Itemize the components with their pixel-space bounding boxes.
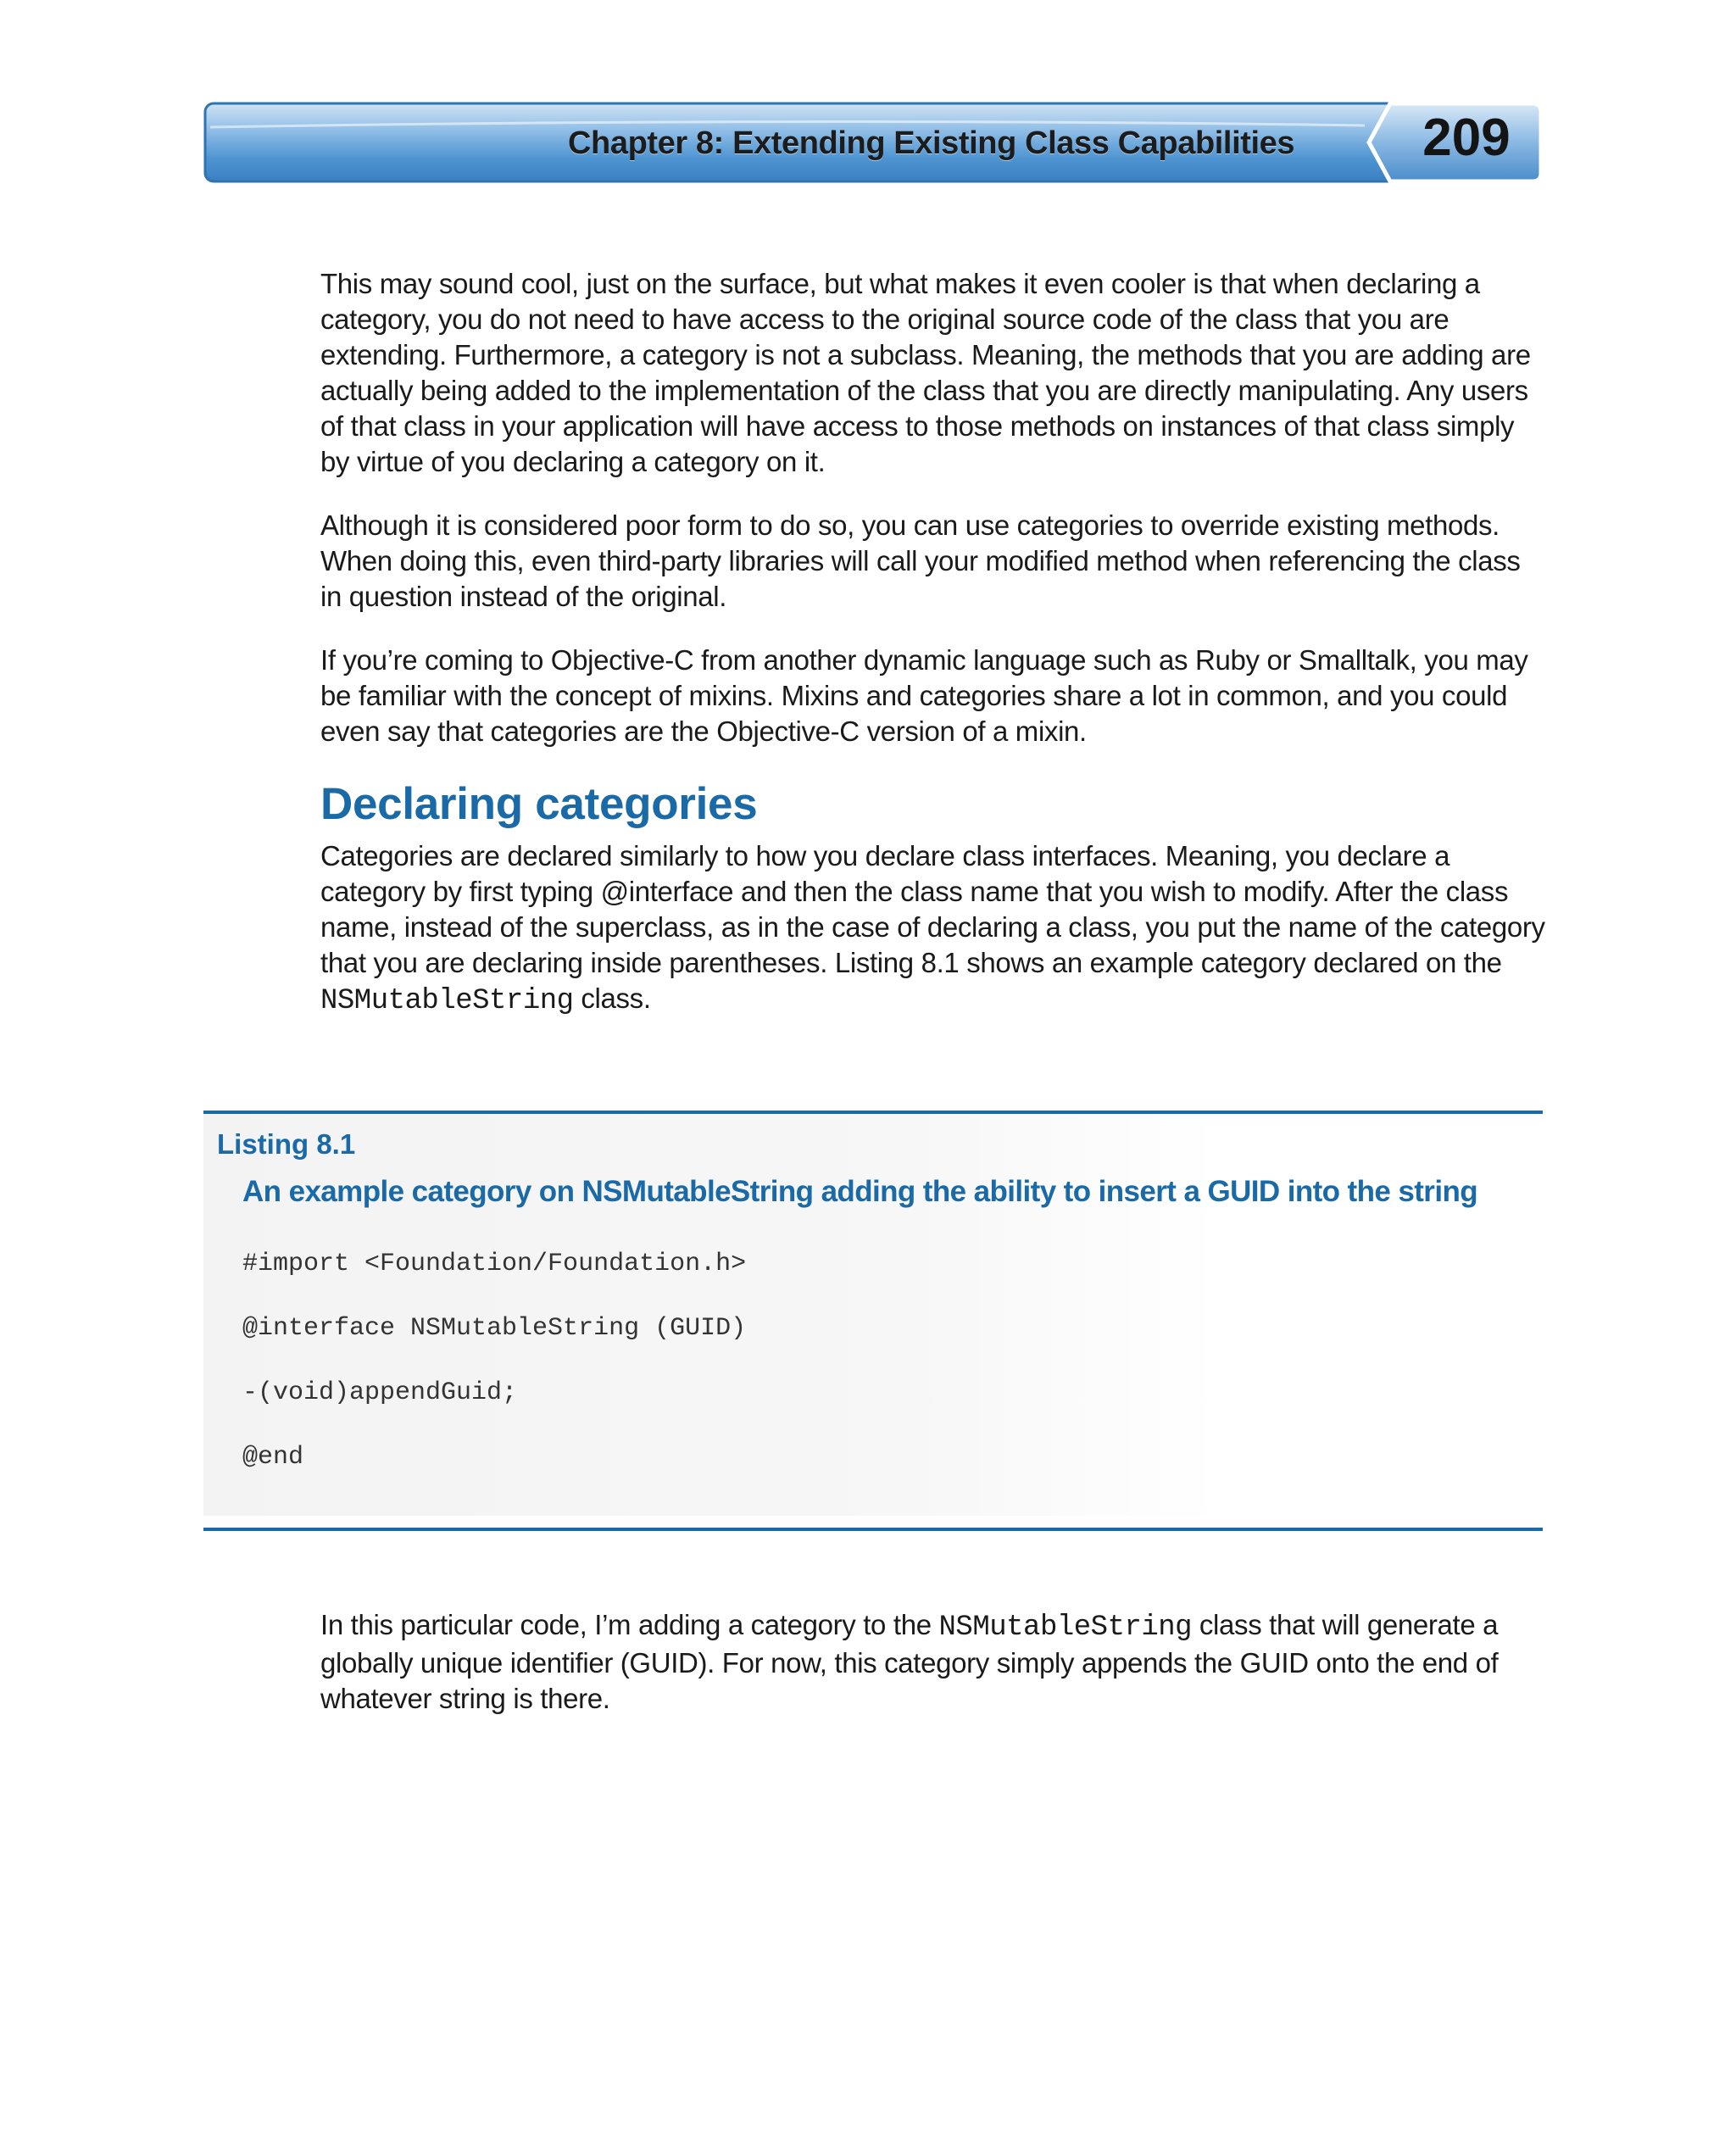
code-listing	[203, 1111, 1543, 1531]
paragraph-3: If you’re coming to Objective-C from another dynamic language such as Ruby or Smalltalk, you may be familiar with the concept of mixins. Mixins and categories share a lot in common, and you could even say that categories are the Objective-C version of a mixin.	[320, 644, 1528, 747]
code-line: -(void)appendGuid;	[242, 1378, 518, 1407]
code-line: @end	[242, 1443, 304, 1472]
inline-code-nsmutablestring: NSMutableString	[320, 985, 574, 1017]
paragraph-4	[320, 838, 1546, 1019]
main-text-column	[320, 266, 1546, 1047]
inline-code-nsmutablestring-2: NSMutableString	[938, 1612, 1193, 1644]
paragraph-5-start: In this particular code, I’m adding a category to the	[320, 1609, 932, 1640]
paragraph-5-end: class that will generate a globally unique identifier (GUID). For now, this category simply appends the GUID onto the end of whatever string is there.	[320, 1609, 1499, 1714]
closing-text	[320, 1607, 1546, 1745]
listing-label: Listing 8.1	[217, 1128, 356, 1160]
chapter-title: Chapter 8: Extending Existing Class Capabilities	[568, 125, 1295, 161]
chapter-header-banner	[203, 102, 1543, 183]
paragraph-4-end: class.	[573, 983, 651, 1014]
listing-bottom-rule	[203, 1528, 1543, 1531]
page-number: 209	[1422, 109, 1511, 167]
section-heading: Declaring categories	[320, 779, 758, 829]
listing-top-rule	[203, 1111, 1543, 1114]
paragraph-4-text: Categories are declared similarly to how you declare class interfaces. Meaning, you declare a category by first typing @interface and then the class name that you wish to modify. After the class name, instead of the superclass, as in the case of declaring a class, you put the name of the category that you are declaring inside parentheses. Listing 8.1 shows an example category declared on the	[320, 840, 1545, 978]
code-line: @interface NSMutableString (GUID)	[242, 1314, 747, 1343]
listing-caption: An example category on NSMutableString adding the ability to insert a GUID into the string	[242, 1175, 1477, 1208]
code-line: #import <Foundation/Foundation.h>	[242, 1250, 747, 1278]
paragraph-5	[320, 1607, 1546, 1717]
paragraph-1: This may sound cool, just on the surface, but what makes it even cooler is that when declaring a category, you do not need to have access to the original source code of the class that you are extending. Furthermore, a category is not a subclass. Meaning, the methods that you are adding are actually being added to the implementation of the class that you are directly manipulating. Any users of that class in your application will have access to those methods on instances of that class simply by virtue of you declaring a category on it.	[320, 268, 1531, 477]
paragraph-2: Although it is considered poor form to do so, you can use categories to override existing methods. When doing this, even third-party libraries will call your modified method when referencing the class in question instead of the original.	[320, 509, 1521, 612]
